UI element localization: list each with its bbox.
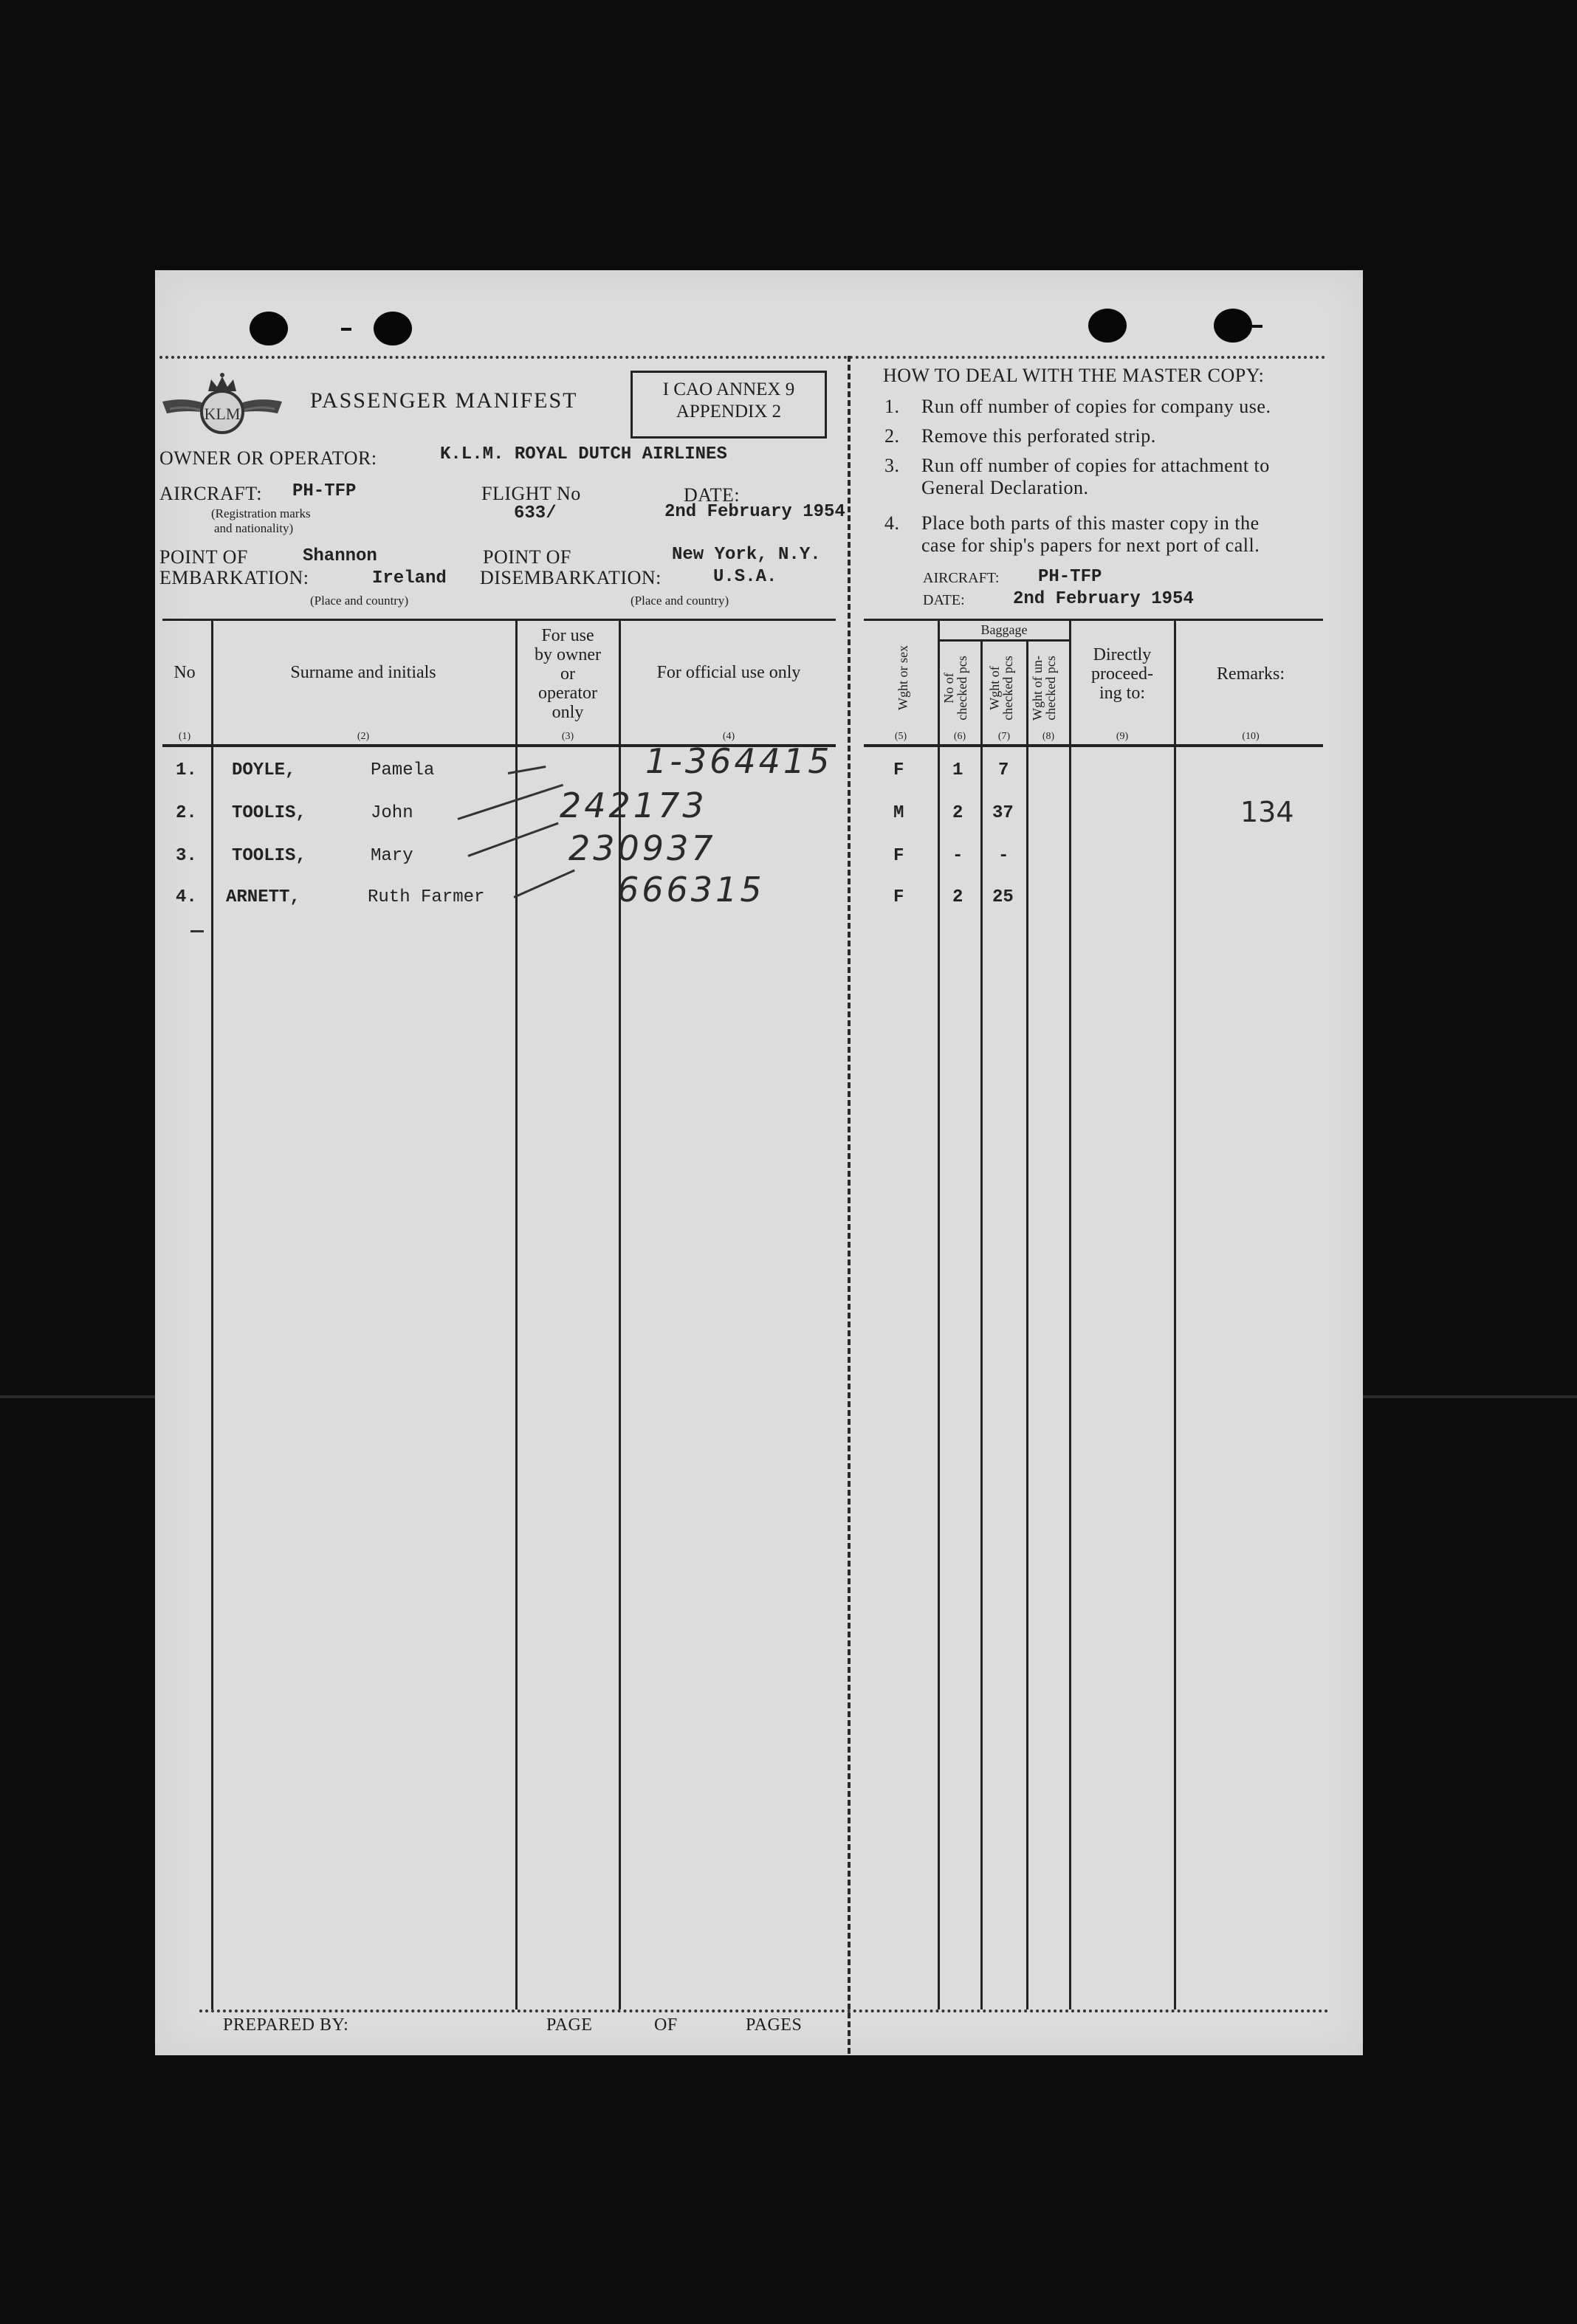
step-4-text-2: case for ship's papers for next port of call. [921, 534, 1260, 556]
vertical-perforation [848, 356, 851, 2054]
col-number-2: (2) [357, 731, 370, 742]
bottom-perforation [199, 2010, 1329, 2012]
disembark-label-1: POINT OF [483, 546, 571, 568]
hole-mark [1252, 325, 1262, 328]
row-checked-wght: - [998, 846, 1009, 866]
col-number-7: (7) [997, 731, 1011, 742]
row-no: 2. [176, 803, 197, 823]
unchecked-line-1: Wght of un- [1030, 656, 1045, 721]
col-checked-pcs-header [942, 642, 969, 734]
disembark-label-2: DISEMBARKATION: [480, 567, 662, 588]
row-checked-pcs: - [952, 846, 963, 866]
row-given-name: John [371, 803, 413, 823]
aircraft-label: AIRCRAFT: [159, 483, 263, 504]
step-1-num: 1. [884, 396, 900, 417]
aircraft-value: PH-TFP [292, 481, 357, 501]
embark-country: Ireland [372, 568, 447, 588]
row-checked-pcs: 2 [952, 803, 963, 823]
row-checked-wght: 7 [998, 760, 1009, 780]
col-divider-7 [1026, 641, 1028, 2010]
row-checked-wght: 25 [992, 887, 1014, 907]
col-directly-header [1072, 645, 1172, 703]
instr-aircraft-label: AIRCRAFT: [923, 570, 1000, 586]
col-divider-1 [211, 619, 213, 2010]
disembark-country: U.S.A. [713, 567, 777, 587]
of-label: OF [654, 2015, 678, 2035]
owner-label: OWNER OR OPERATOR: [159, 447, 377, 469]
row-no: 1. [176, 760, 197, 780]
form-title: PASSENGER MANIFEST [310, 388, 578, 413]
owner-use-line-5: only [552, 703, 584, 722]
icao-box [631, 371, 827, 439]
instructions-title: HOW TO DEAL WITH THE MASTER COPY: [883, 365, 1265, 386]
row-official-number: 242173 [560, 785, 707, 825]
flight-value: 633/ [514, 503, 557, 523]
col-official-header: For official use only [656, 663, 801, 682]
klm-crown-logo-icon [159, 371, 285, 441]
row-checked-wght: 37 [992, 803, 1014, 823]
registration-note-1: (Registration marks [211, 506, 311, 520]
punch-hole [1088, 309, 1127, 343]
date-value: 2nd February 1954 [664, 502, 845, 522]
col-divider-5 [938, 619, 940, 2010]
row-official-number: 230937 [568, 828, 716, 868]
pen-tick [467, 822, 558, 857]
date-label: DATE: [684, 484, 741, 506]
col-divider-2 [515, 619, 518, 2010]
checked-wght-line-1: Wght of [987, 666, 1002, 710]
embark-label-2: EMBARKATION: [159, 567, 309, 588]
row-no: 4. [176, 887, 197, 907]
checked-wght-line-2: checked pcs [1000, 656, 1015, 721]
punch-hole [374, 312, 412, 345]
step-4-text: Place both parts of this master copy in the [921, 512, 1260, 534]
embark-label-1: POINT OF [159, 546, 248, 568]
row-checked-pcs: 1 [952, 760, 963, 780]
punch-hole [1214, 309, 1252, 343]
col-unchecked-header [1031, 642, 1057, 734]
step-2-num: 2. [884, 425, 900, 447]
table-top-line-right [864, 619, 1323, 621]
col-divider-3 [619, 619, 621, 2010]
step-4-num: 4. [884, 512, 900, 534]
instr-date-label: DATE: [923, 592, 965, 608]
page-label: PAGE [546, 2015, 593, 2035]
row-sex: F [893, 846, 904, 866]
col-checked-wght-header [988, 642, 1014, 734]
row-given-name: Mary [371, 846, 413, 866]
col-remarks-header: Remarks: [1217, 664, 1285, 684]
disembark-city: New York, N.Y. [672, 545, 821, 565]
row-official-number: 1-364415 [645, 741, 833, 781]
directly-line-2: proceed- [1091, 664, 1153, 684]
col-divider-8 [1069, 619, 1071, 2010]
checked-pcs-line-1: No of [941, 673, 956, 704]
col-number-8: (8) [1042, 731, 1055, 742]
pen-tick [513, 870, 574, 898]
col-divider-6 [980, 641, 983, 2010]
owner-use-line-3: or [560, 664, 575, 684]
row-sex: M [893, 803, 904, 823]
row-surname: DOYLE, [232, 760, 296, 780]
baggage-subheader-line [938, 639, 1071, 642]
col-number-9: (9) [1116, 731, 1129, 742]
pen-tick [508, 766, 546, 774]
directly-line-3: ing to: [1099, 684, 1145, 703]
col-number-10: (10) [1242, 731, 1260, 742]
row-given-name: Ruth Farmer [368, 887, 485, 907]
col-weight-sex-header: Wght or sex [896, 645, 910, 710]
directly-line-1: Directly [1093, 645, 1152, 664]
row-surname: TOOLIS, [232, 803, 306, 823]
col-baggage-header: Baggage [980, 622, 1028, 637]
embark-place-note: (Place and country) [310, 594, 409, 608]
row-sex: F [893, 887, 904, 907]
prepared-by-label: PREPARED BY: [223, 2015, 349, 2035]
col-number-1: (1) [178, 731, 191, 742]
col-number-6: (6) [953, 731, 966, 742]
step-3-text-2: General Declaration. [921, 477, 1089, 498]
svg-text:KLM: KLM [204, 405, 241, 423]
registration-note-2: and nationality) [214, 521, 294, 535]
step-1-text: Run off number of copies for company use. [921, 396, 1271, 417]
checked-pcs-line-2: checked pcs [955, 656, 969, 721]
owner-use-line-2: by owner [535, 645, 601, 664]
instr-date-value: 2nd February 1954 [1013, 589, 1194, 609]
hole-mark [341, 328, 351, 331]
owner-use-line-4: operator [538, 684, 597, 703]
pages-label: PAGES [746, 2015, 803, 2035]
col-surname-header: Surname and initials [290, 663, 436, 682]
header-bottom-line-right [864, 744, 1323, 747]
row-no: 3. [176, 846, 197, 866]
row-checked-pcs: 2 [952, 887, 963, 907]
row-surname: TOOLIS, [232, 846, 306, 866]
col-number-3: (3) [561, 731, 574, 742]
col-number-5: (5) [894, 731, 907, 742]
row-remarks: 134 [1240, 796, 1294, 828]
table-top-line-left [162, 619, 836, 621]
pen-tick [458, 784, 564, 820]
pen-tick [190, 930, 204, 932]
top-perforation [159, 356, 1326, 359]
col-owner-use-header [518, 626, 617, 722]
col-divider-9 [1174, 619, 1176, 2010]
instr-aircraft-value: PH-TFP [1038, 567, 1102, 587]
col-no-header: No [173, 663, 196, 682]
disembark-place-note: (Place and country) [631, 594, 729, 608]
flight-label: FLIGHT No [481, 483, 581, 504]
col-number-4: (4) [722, 731, 735, 742]
embark-city: Shannon [303, 546, 377, 566]
step-3-num: 3. [884, 455, 900, 476]
unchecked-line-2: checked pcs [1043, 656, 1058, 721]
manifest-page [155, 270, 1363, 2055]
row-surname: ARNETT, [226, 887, 300, 907]
icao-line-2: APPENDIX 2 [676, 402, 782, 422]
owner-value: K.L.M. ROYAL DUTCH AIRLINES [440, 444, 727, 464]
icao-line-1: I CAO ANNEX 9 [662, 379, 795, 399]
step-2-text: Remove this perforated strip. [921, 425, 1156, 447]
row-given-name: Pamela [371, 760, 435, 780]
step-3-text: Run off number of copies for attachment to [921, 455, 1270, 476]
owner-use-line-1: For use [541, 626, 594, 645]
punch-hole [250, 312, 288, 345]
row-sex: F [893, 760, 904, 780]
row-official-number: 666315 [617, 870, 765, 910]
